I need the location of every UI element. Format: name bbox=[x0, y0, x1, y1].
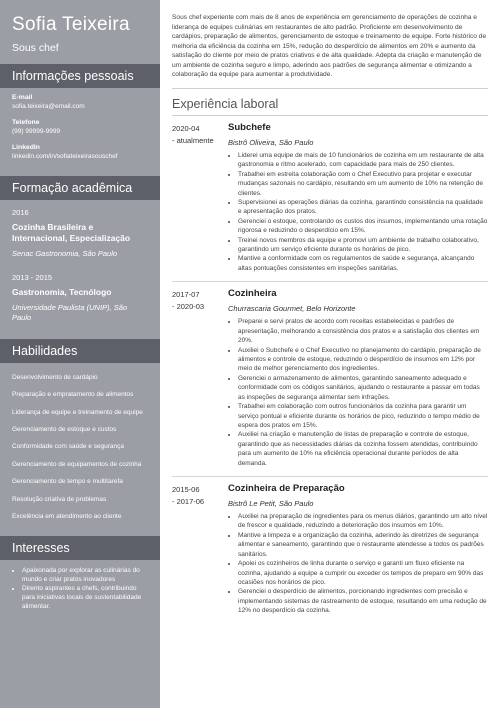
job-entry bbox=[160, 116, 500, 277]
main-content bbox=[160, 0, 500, 708]
skills-heading: Habilidades bbox=[0, 339, 160, 363]
education-list bbox=[0, 208, 160, 323]
job-start: 2017-07 bbox=[172, 290, 200, 300]
job-dates bbox=[172, 483, 228, 616]
phone-value: (99) 99999-9999 bbox=[12, 128, 61, 135]
linkedin-value: linkedin.com/in/sofiateixeirasouschef bbox=[12, 153, 118, 160]
job-start: 2020-04 bbox=[172, 123, 200, 133]
job-bullet: • Trabalhei em estreita colaboração com o Chef Executivo para projetar e executar mudanças sazonais no cardápio, resultando em um aumento de 10% na retenção de clientes. bbox=[238, 170, 488, 198]
skill-item: Excelência em atendimento ao cliente bbox=[12, 513, 122, 521]
job-bullet: • Gerenciei o desperdício de alimentos, porcionando ingredientes com precisão e implementando sistemas de rastreamento de estoque, resultando em uma redução de 12% no desperdício da cozinha. bbox=[238, 587, 488, 615]
personal-info-heading: Informações pessoais bbox=[0, 64, 160, 88]
job-bullet: • Auxiliei na preparação de ingredientes para os menus diários, garantindo um alto nível de frescor e qualidade, reduzindo a deterioração dos insumos em 10%. bbox=[238, 512, 488, 531]
job-title: Cozinheira de Preparação bbox=[228, 483, 345, 495]
job-company: Bistrô Le Petit, São Paulo bbox=[228, 499, 314, 509]
job-end: - 2020-03 bbox=[172, 302, 205, 312]
job-bullet: • Mantive a conformidade com os regulamentos de saúde e segurança, alcançando altas pontuações consistentes em inspeções sanitárias. bbox=[238, 254, 488, 273]
job-company: Bistrô Oliveira, São Paulo bbox=[228, 137, 314, 147]
skill-item: Gerenciamento de estoque e custos bbox=[12, 426, 117, 434]
skill-item: Preparação e empratamento de alimentos bbox=[12, 391, 134, 399]
skill-item: Gerenciamento de equipamentos de cozinha bbox=[12, 460, 142, 468]
email-value: sofia.teixeira@email.com bbox=[12, 103, 85, 110]
job-entry bbox=[160, 477, 500, 620]
job-body bbox=[228, 483, 488, 616]
job-bullets bbox=[228, 151, 488, 273]
job-body bbox=[228, 288, 488, 468]
interest-item: • Apaixonada por explorar as culinárias do mundo e criar pratos inovadores bbox=[22, 566, 148, 584]
job-end: - 2017-06 bbox=[172, 497, 205, 507]
job-dates bbox=[172, 288, 228, 468]
contact-block bbox=[0, 94, 160, 160]
education-school: Universidade Paulista (UNIP), São Paulo bbox=[12, 302, 128, 322]
interests-list bbox=[0, 566, 160, 611]
job-bullet: • Liderei uma equipe de mais de 10 funcionários de cozinha em um restaurante de alta gastronomia e ritmo acelerado, com capacidade para mais de 250 clientes. bbox=[238, 151, 488, 170]
education-years: 2016 bbox=[12, 208, 29, 217]
interest-item: • Dirento aspirantes a chefs, contribuindo para iniciativas locais de sustentabilidade alimentar. bbox=[22, 584, 148, 611]
job-bullets bbox=[228, 512, 488, 616]
skill-item: Gerenciamento de tempo e multitarefa bbox=[12, 478, 123, 486]
interests-heading: Interesses bbox=[0, 536, 160, 560]
job-bullet: • Auxiliei o Subchefe e o Chef Executivo no planejamento do cardápio, preparação de alimentos e controle de estoque, reduzindo o desperdício de insumos em 12% por meio de melhor gerenciamento dos ingredientes. bbox=[238, 346, 488, 374]
sidebar bbox=[0, 0, 160, 708]
skill-item: Resolução criativa de problemas bbox=[12, 495, 107, 503]
job-bullet: • Mantive a limpeza e a organização da cozinha, aderindo às diretrizes de segurança alimentar e saneamento, garantindo que o restaurante atendesse a todos os padrões sanitários. bbox=[238, 531, 488, 559]
job-bullet: • Treinei novos membros da equipe e promovi um ambiente de trabalho colaborativo, garantindo um serviço eficiente durante os horários de pico. bbox=[238, 236, 488, 255]
job-bullets bbox=[228, 317, 488, 468]
job-start: 2015-06 bbox=[172, 485, 200, 495]
skill-item: Desenvolvimento de cardápio bbox=[12, 373, 98, 381]
job-body bbox=[228, 122, 488, 273]
job-bullet: • Preparei e servi pratos de acordo com receitas estabelecidas e padrões de apresentação, melhorando a consistência dos pratos e a satisfação dos clientes em 20%. bbox=[238, 317, 488, 345]
skill-item: Liderança de equipe e treinamento de equipe bbox=[12, 408, 143, 416]
education-school: Senac Gastronomia, São Paulo bbox=[12, 248, 118, 258]
skills-list bbox=[0, 369, 160, 526]
skill-item: Conformidade com saúde e segurança bbox=[12, 443, 125, 451]
candidate-role: Sous chef bbox=[12, 42, 59, 54]
experience-heading: Experiência laboral bbox=[172, 96, 279, 111]
job-bullet: • Supervisionei as operações diárias da cozinha, garantindo consistência na qualidade e apresentação dos pratos. bbox=[238, 198, 488, 217]
education-years: 2013 - 2015 bbox=[12, 273, 53, 283]
email-label: E-mail bbox=[12, 94, 33, 101]
job-bullet: • Auxiliei na criação e manutenção de listas de preparação e controle de estoque, garantindo que as necessidades diárias da cozinha fossem atendidas, contribuindo para um aumento de 10% na eficiência operacional durante períodos de alta demanda. bbox=[238, 430, 488, 468]
job-entry bbox=[160, 282, 500, 472]
candidate-name: Sofia Teixeira bbox=[12, 14, 130, 35]
education-title: Gastronomia, Tecnólogo bbox=[12, 287, 112, 298]
job-bullet: • Gerenciei o estoque, controlando os custos dos insumos, implementando uma rotação rigorosa e reduzindo o desperdício em 15%. bbox=[238, 217, 488, 236]
linkedin-label: LinkedIn bbox=[12, 144, 40, 151]
job-title: Cozinheira bbox=[228, 288, 277, 300]
phone-label: Telefone bbox=[12, 119, 40, 126]
job-bullet: • Trabalhei em colaboração com outros funcionários da cozinha para garantir um serviço pontual e eficiente durante os horários de pico, reduzindo o tempo médio de espera dos pratos em 15%. bbox=[238, 402, 488, 430]
job-title: Subchefe bbox=[228, 121, 271, 133]
job-bullet: • Apoiei os cozinheiros de linha durante o serviço e garanti um fluxo eficiente na cozinha, ajudando a equipe a cumprir ou exceder os tempos de preparo em 90% das ocasiões nos horários de pico. bbox=[238, 559, 488, 587]
job-company: Churrascaria Gourmet, Belo Horizonte bbox=[228, 304, 356, 314]
job-dates bbox=[172, 122, 228, 273]
profile-summary: Sous chef experiente com mais de 8 anos de experiência em gerenciamento de operações de cozinha e liderança de equipes culinárias em restaurantes de alto padrão. Proficiente em desenvolvimento de cardápios, preparação de alimentos, gerenciamento de estoque e treinamento de equipe. Forte histórico de melhoria da eficiência da cozinha em 15%, redução do desperdício de alimentos em 20% e aumento da satisfação do cliente por meio de pratos criativos e de alta qualidade. Adepta da criação e manutenção de um ambiente de cozinha seguro e limpo, aderindo aos padrões de segurança alimentar e otimizando a colaboração da equipe para aumentar a produtividade. bbox=[172, 14, 487, 79]
education-heading: Formação acadêmica bbox=[0, 176, 160, 200]
education-title: Cozinha Brasileira e Internacional, Especialização bbox=[12, 222, 131, 244]
job-bullet: • Gerenciei o armazenamento de alimentos, garantindo saneamento adequado e conformidade com os códigos sanitários, ajudando o restaurante a passar em todas as inspeções de segurança alimentar sem infrações. bbox=[238, 374, 488, 402]
job-end: - atualmente bbox=[172, 135, 214, 145]
